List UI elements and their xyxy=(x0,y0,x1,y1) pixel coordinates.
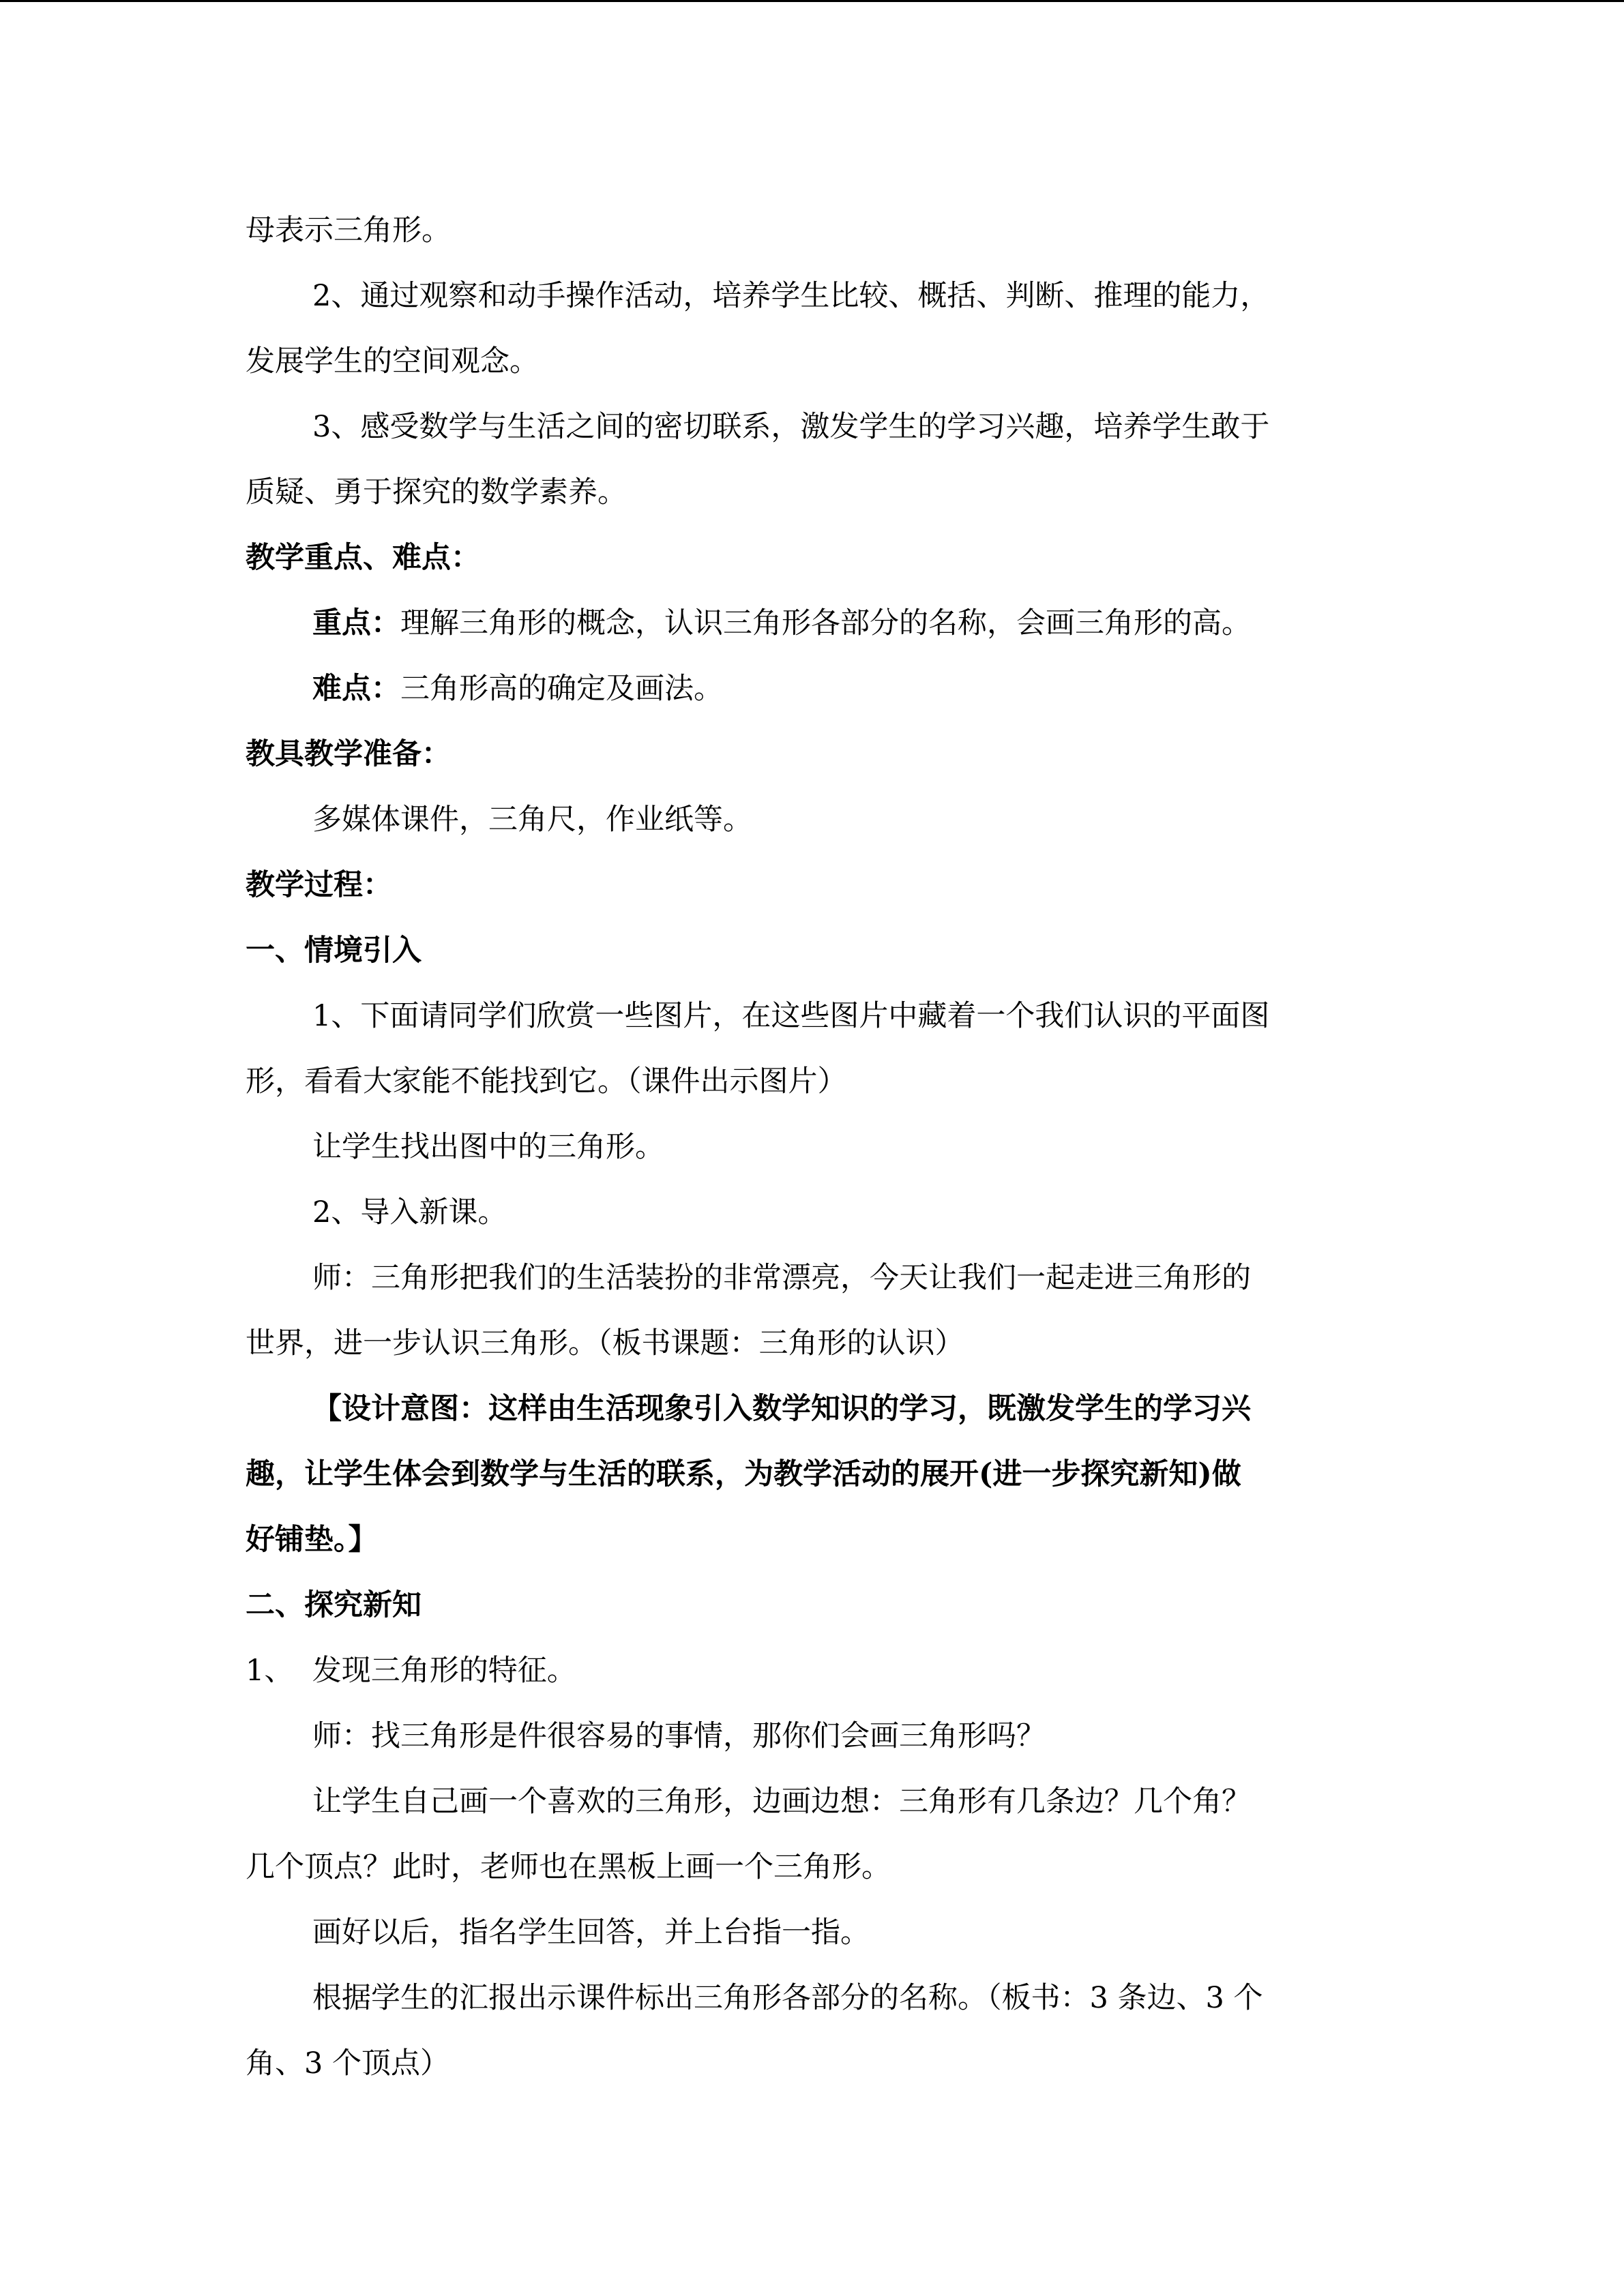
section-heading: 二、探究新知 xyxy=(246,1588,422,1622)
text-line: 3、感受数学与生活之间的密切联系，激发学生的学习兴趣，培养学生敢于 xyxy=(312,410,1270,444)
document-body xyxy=(246,198,1378,2096)
text-line: 2、通过观察和动手操作活动，培养学生比较、概括、判断、推理的能力， xyxy=(312,279,1270,313)
text-line: 2、导入新课。 xyxy=(312,1195,507,1229)
section-heading: 教学过程： xyxy=(246,868,392,902)
section-heading: 教学重点、难点： xyxy=(246,541,480,575)
key-point-text: 理解三角形的概念，认识三角形各部分的名称，会画三角形的高。 xyxy=(400,606,1251,640)
design-intent-line: 趣，让学生体会到数学与生活的联系，为教学活动的展开(进一步探究新知)做 xyxy=(246,1457,1241,1491)
key-point-line xyxy=(246,591,1378,656)
text-line: 1、下面请同学们欣赏一些图片，在这些图片中藏着一个我们认识的平面图 xyxy=(312,999,1270,1033)
text-line: 根据学生的汇报出示课件标出三角形各部分的名称。（板书：3 条边、3 个 xyxy=(312,1981,1263,2015)
difficulty-line xyxy=(246,656,1378,721)
text-line: 让学生找出图中的三角形。 xyxy=(312,1130,664,1164)
text-line: 师：三角形把我们的生活装扮的非常漂亮，今天让我们一起走进三角形的 xyxy=(312,1261,1251,1295)
text-line: 形，看看大家能不能找到它。（课件出示图片） xyxy=(246,1064,847,1099)
numbered-item: 1、 发现三角形的特征。 xyxy=(246,1654,576,1688)
text-line: 发展学生的空间观念。 xyxy=(246,344,539,378)
text-line: 画好以后，指名学生回答，并上台指一指。 xyxy=(312,1915,870,1950)
text-line: 多媒体课件，三角尺，作业纸等。 xyxy=(312,803,752,837)
text-line: 师：找三角形是件很容易的事情，那你们会画三角形吗？ xyxy=(312,1719,1046,1753)
design-intent-line: 【设计意图：这样由生活现象引入数学知识的学习，既激发学生的学习兴 xyxy=(312,1392,1251,1426)
section-heading: 教具教学准备： xyxy=(246,737,451,771)
design-intent-line: 好铺垫。】 xyxy=(246,1523,378,1557)
text-line: 母表示三角形。 xyxy=(246,213,451,248)
difficulty-label: 难点： xyxy=(312,672,400,706)
text-line: 质疑、勇于探究的数学素养。 xyxy=(246,475,627,509)
section-heading: 一、情境引入 xyxy=(246,934,422,968)
text-line: 角、3 个顶点） xyxy=(246,2046,450,2081)
text-line: 让学生自己画一个喜欢的三角形，边画边想：三角形有几条边？几个角？ xyxy=(312,1785,1251,1819)
difficulty-text: 三角形高的确定及画法。 xyxy=(400,672,723,706)
text-line: 几个顶点？此时，老师也在黑板上画一个三角形。 xyxy=(246,1850,891,1884)
key-point-label: 重点： xyxy=(312,606,400,640)
top-border-line xyxy=(0,0,1624,2)
text-line: 世界，进一步认识三角形。（板书课题：三角形的认识） xyxy=(246,1326,964,1360)
